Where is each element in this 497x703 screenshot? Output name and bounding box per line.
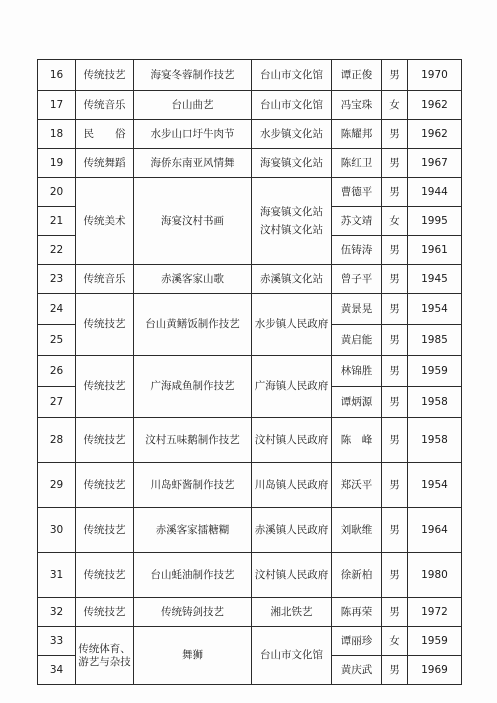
row-number: 25 [38, 325, 76, 356]
category-cell: 传统音乐 [76, 91, 134, 120]
inheritor-cell: 伍铸涛 [332, 236, 382, 265]
sex-cell: 男 [382, 656, 408, 685]
row-number: 27 [38, 387, 76, 418]
project-cell: 汶村五味鹅制作技艺 [134, 418, 252, 463]
birth-year-cell: 1958 [408, 418, 462, 463]
row-number: 16 [38, 60, 76, 91]
birth-year-cell: 1954 [408, 463, 462, 508]
project-cell: 舞狮 [134, 627, 252, 685]
project-cell: 传统铸剑技艺 [134, 598, 252, 627]
project-cell: 海宴冬蓉制作技艺 [134, 60, 252, 91]
sex-cell: 男 [382, 294, 408, 325]
sex-cell: 男 [382, 598, 408, 627]
inheritor-cell: 黄庆武 [332, 656, 382, 685]
row-number: 21 [38, 207, 76, 236]
inheritor-cell: 谭正俊 [332, 60, 382, 91]
row-number: 30 [38, 508, 76, 553]
inheritor-cell: 黄景晃 [332, 294, 382, 325]
row-number: 26 [38, 356, 76, 387]
unit-cell: 水步镇人民政府 [252, 294, 332, 356]
row-number: 19 [38, 149, 76, 178]
sex-cell: 女 [382, 207, 408, 236]
inheritor-cell: 陈耀邦 [332, 120, 382, 149]
table-row [38, 149, 462, 178]
unit-cell: 台山市文化馆 [252, 91, 332, 120]
inheritor-cell: 陈再荣 [332, 598, 382, 627]
project-cell: 赤溪客家山歌 [134, 265, 252, 294]
table-row [38, 178, 462, 207]
category-cell: 传统舞蹈 [76, 149, 134, 178]
birth-year-cell: 1995 [408, 207, 462, 236]
sex-cell: 女 [382, 91, 408, 120]
unit-cell: 川岛镇人民政府 [252, 463, 332, 508]
table-row [38, 91, 462, 120]
category-cell: 民 俗 [76, 120, 134, 149]
sex-cell: 男 [382, 387, 408, 418]
row-number: 28 [38, 418, 76, 463]
project-cell: 赤溪客家擂糖糊 [134, 508, 252, 553]
birth-year-cell: 1964 [408, 508, 462, 553]
heritage-inheritor-table [37, 59, 462, 685]
category-cell: 传统音乐 [76, 265, 134, 294]
birth-year-cell: 1969 [408, 656, 462, 685]
category-cell: 传统技艺 [76, 598, 134, 627]
sex-cell: 女 [382, 627, 408, 656]
sex-cell: 男 [382, 508, 408, 553]
project-cell: 海侨东南亚风情舞 [134, 149, 252, 178]
table-row [38, 508, 462, 553]
project-cell: 水步山口圩牛肉节 [134, 120, 252, 149]
table-row [38, 120, 462, 149]
unit-cell: 水步镇文化站 [252, 120, 332, 149]
birth-year-cell: 1958 [408, 387, 462, 418]
category-cell: 传统体育、游艺与杂技 [76, 627, 134, 685]
category-cell: 传统美术 [76, 178, 134, 265]
birth-year-cell: 1967 [408, 149, 462, 178]
category-cell: 传统技艺 [76, 356, 134, 418]
row-number: 18 [38, 120, 76, 149]
inheritor-cell: 郑沃平 [332, 463, 382, 508]
category-cell: 传统技艺 [76, 463, 134, 508]
sex-cell: 男 [382, 418, 408, 463]
category-cell: 传统技艺 [76, 508, 134, 553]
inheritor-cell: 曹德平 [332, 178, 382, 207]
inheritor-cell: 苏文靖 [332, 207, 382, 236]
birth-year-cell: 1962 [408, 91, 462, 120]
table-row [38, 356, 462, 387]
row-number: 34 [38, 656, 76, 685]
unit-cell: 赤溪镇文化站 [252, 265, 332, 294]
sex-cell: 男 [382, 178, 408, 207]
birth-year-cell: 1944 [408, 178, 462, 207]
inheritor-cell: 徐新柏 [332, 553, 382, 598]
table-row [38, 265, 462, 294]
project-cell: 台山蚝油制作技艺 [134, 553, 252, 598]
birth-year-cell: 1980 [408, 553, 462, 598]
inheritor-cell: 陈红卫 [332, 149, 382, 178]
table-row [38, 598, 462, 627]
sex-cell: 男 [382, 120, 408, 149]
unit-cell: 海宴镇文化站 汶村镇文化站 [252, 178, 332, 265]
project-cell: 台山黄鳝饭制作技艺 [134, 294, 252, 356]
row-number: 20 [38, 178, 76, 207]
sex-cell: 男 [382, 325, 408, 356]
birth-year-cell: 1945 [408, 265, 462, 294]
inheritor-cell: 刘耿维 [332, 508, 382, 553]
unit-cell: 广海镇人民政府 [252, 356, 332, 418]
birth-year-cell: 1972 [408, 598, 462, 627]
row-number: 17 [38, 91, 76, 120]
inheritor-cell: 谭丽珍 [332, 627, 382, 656]
unit-cell: 台山市文化馆 [252, 627, 332, 685]
unit-cell: 台山市文化馆 [252, 60, 332, 91]
project-cell: 台山曲艺 [134, 91, 252, 120]
inheritor-cell: 谭炳源 [332, 387, 382, 418]
table-row [38, 418, 462, 463]
sex-cell: 男 [382, 265, 408, 294]
unit-cell: 赤溪镇人民政府 [252, 508, 332, 553]
row-number: 23 [38, 265, 76, 294]
unit-cell: 汶村镇人民政府 [252, 553, 332, 598]
table-row [38, 553, 462, 598]
unit-cell: 湘北铁艺 [252, 598, 332, 627]
row-number: 24 [38, 294, 76, 325]
sex-cell: 男 [382, 149, 408, 178]
inheritor-cell: 曾子平 [332, 265, 382, 294]
project-cell: 海宴汶村书画 [134, 178, 252, 265]
birth-year-cell: 1961 [408, 236, 462, 265]
category-cell: 传统技艺 [76, 553, 134, 598]
row-number: 32 [38, 598, 76, 627]
table-row [38, 627, 462, 656]
project-cell: 川岛虾酱制作技艺 [134, 463, 252, 508]
category-cell: 传统技艺 [76, 294, 134, 356]
sex-cell: 男 [382, 236, 408, 265]
category-cell: 传统技艺 [76, 60, 134, 91]
birth-year-cell: 1962 [408, 120, 462, 149]
table-row [38, 463, 462, 508]
sex-cell: 男 [382, 463, 408, 508]
sex-cell: 男 [382, 60, 408, 91]
table-row [38, 294, 462, 325]
sex-cell: 男 [382, 553, 408, 598]
table-row [38, 60, 462, 91]
inheritor-cell: 冯宝珠 [332, 91, 382, 120]
row-number: 31 [38, 553, 76, 598]
project-cell: 广海咸鱼制作技艺 [134, 356, 252, 418]
row-number: 22 [38, 236, 76, 265]
unit-cell: 海宴镇文化站 [252, 149, 332, 178]
inheritor-cell: 黄启能 [332, 325, 382, 356]
unit-cell: 汶村镇人民政府 [252, 418, 332, 463]
birth-year-cell: 1970 [408, 60, 462, 91]
inheritor-cell: 陈 峰 [332, 418, 382, 463]
sex-cell: 男 [382, 356, 408, 387]
birth-year-cell: 1959 [408, 356, 462, 387]
birth-year-cell: 1959 [408, 627, 462, 656]
birth-year-cell: 1954 [408, 294, 462, 325]
category-cell: 传统技艺 [76, 418, 134, 463]
row-number: 29 [38, 463, 76, 508]
birth-year-cell: 1985 [408, 325, 462, 356]
row-number: 33 [38, 627, 76, 656]
inheritor-cell: 林锦胜 [332, 356, 382, 387]
